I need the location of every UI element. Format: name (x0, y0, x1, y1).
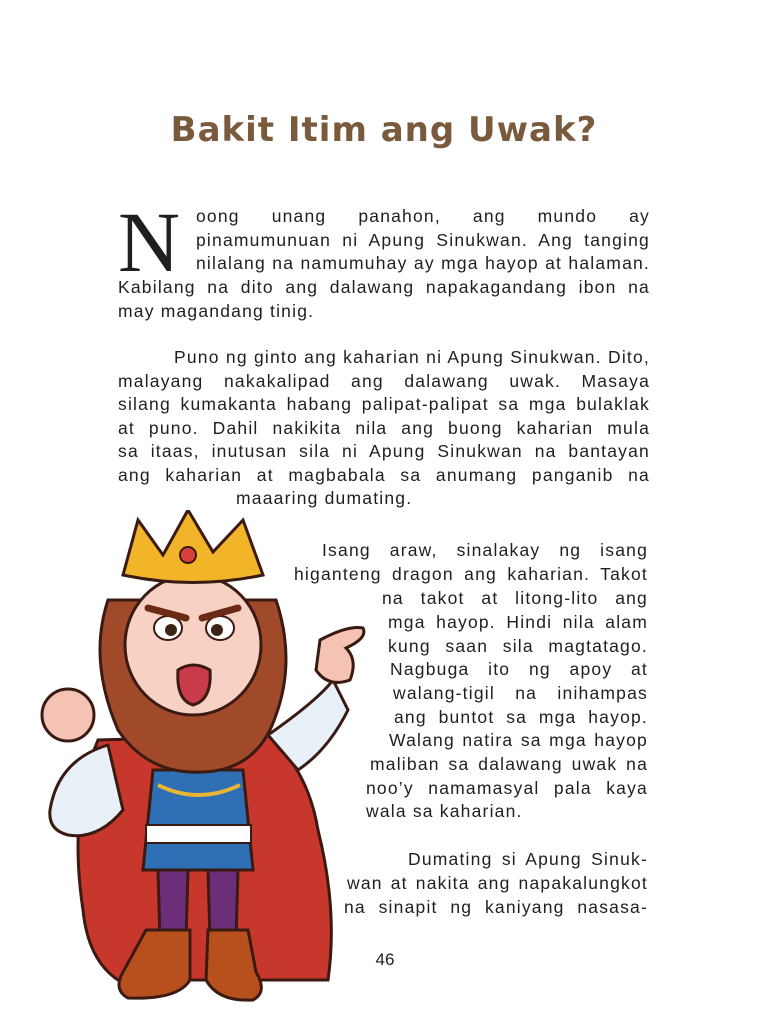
text-line: sa itaas, inutusan sila ni Apung Sinukwan na bantayan (118, 441, 650, 461)
text-line: silang kumakanta habang palipat-palipat sa mga bulaklak (118, 394, 650, 414)
text-line: ang kaharian at magbabala sa anumang panganib na (118, 464, 650, 485)
text-line: Nagbuga ito ng apoy at (390, 659, 648, 679)
text-line: may magandang tinig. (118, 300, 315, 321)
text-line: na takot at litong-lito ang (382, 588, 648, 608)
text-line: pinamumunuan ni Apung Sinukwan. Ang tanging (196, 229, 650, 250)
text-line: nilalang na namumuhay ay mga hayop at halaman. (196, 253, 650, 273)
text-line: ang buntot sa mga hayop. (394, 707, 648, 727)
text-line: higanteng dragon ang kaharian. Takot (294, 564, 648, 584)
text-line: at puno. Dahil nakikita nila ang buong kaharian mula (118, 417, 650, 438)
paragraph-2 (118, 346, 650, 487)
text-line: malayang nakakalipad ang dalawang uwak. Masaya (118, 370, 650, 391)
text-line: maaaring dumating. (236, 488, 413, 508)
text-line: walang-tigil na inihampas (393, 683, 648, 703)
text-line: na sinapit ng kaniyang nasasa- (344, 897, 648, 917)
paragraph-1-full (118, 276, 650, 323)
story-title: Bakit Itim ang Uwak? (170, 110, 598, 150)
text-line: Dumating si Apung Sinuk- (408, 849, 648, 869)
paragraph-1-beside-cap (196, 205, 650, 276)
paragraph-2-last-line (236, 487, 536, 511)
text-line: Walang natira sa mga hayop (389, 730, 648, 750)
king-illustration (28, 510, 373, 1010)
drop-cap: N (118, 194, 181, 290)
text-line: wan at nakita ang napakalungkot (347, 873, 648, 893)
text-line: kung saan sila magtatago. (388, 636, 648, 656)
text-line: Puno ng ginto ang kaharian ni Apung Sinukwan. Dito, (174, 347, 650, 367)
text-line: oong unang panahon, ang mundo ay (196, 206, 650, 226)
page-number: 46 (375, 950, 395, 969)
text-line: maliban sa dalawang uwak na (370, 754, 648, 774)
text-line: noo’y namamasyal pala kaya (366, 778, 648, 798)
text-line: Kabilang na dito ang dalawang napakagandang ibon na (118, 277, 650, 297)
text-line: mga hayop. Hindi nila alam (388, 612, 648, 632)
text-line: Isang araw, sinalakay ng isang (322, 540, 648, 560)
text-line: wala sa kaharian. (366, 801, 523, 821)
